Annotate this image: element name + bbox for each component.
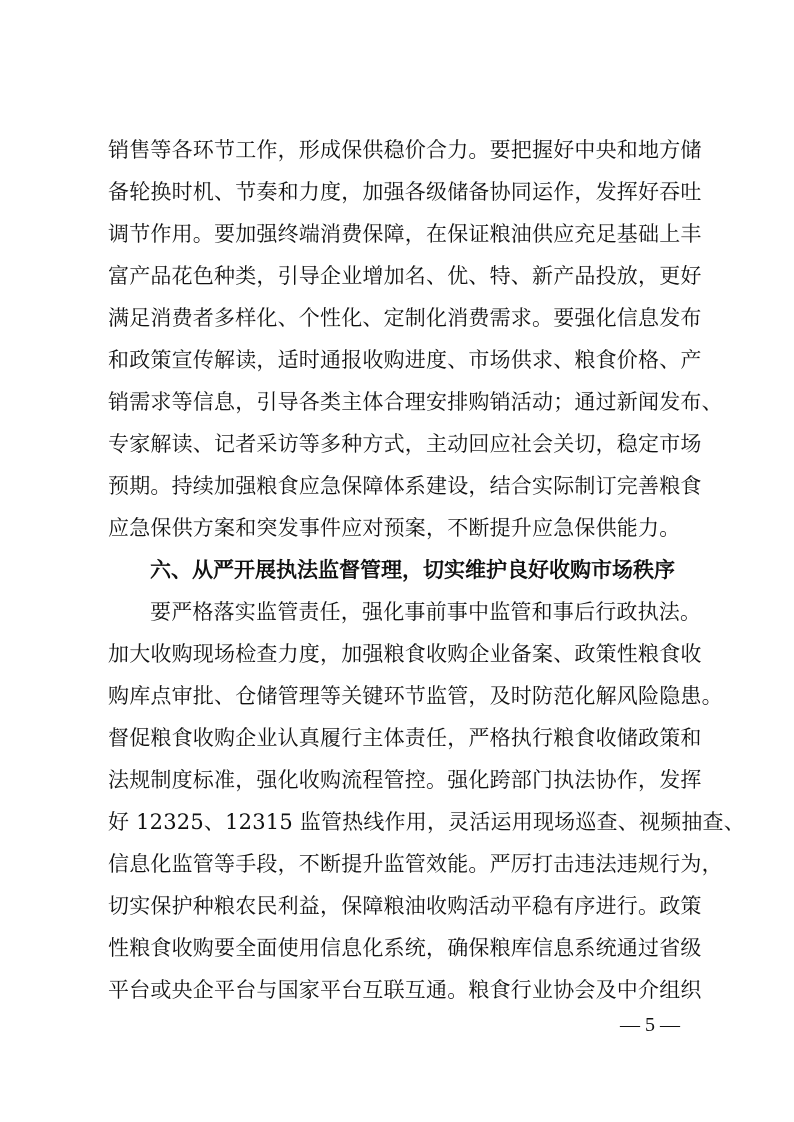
page-number: — 5 — — [620, 1014, 680, 1036]
body-text-line: 和政策宣传解读，适时通报收购进度、市场供求、粮食价格、产 — [108, 348, 702, 372]
body-text-line: 加大收购现场检查力度，加强粮食收购企业备案、政策性粮食收 — [108, 642, 702, 666]
body-text-line: 购库点审批、仓储管理等关键环节监管，及时防范化解风险隐患。 — [108, 684, 723, 708]
body-text-line: 督促粮食收购企业认真履行主体责任，严格执行粮食收储政策和 — [108, 726, 702, 750]
body-text-line: 专家解读、记者采访等多种方式，主动回应社会关切，稳定市场 — [108, 432, 702, 456]
body-text-line: 信息化监管等手段，不断提升监管效能。严厉打击违法违规行为， — [108, 852, 723, 876]
body-text-line: 平台或央企平台与国家平台互联互通。粮食行业协会及中介组织 — [108, 978, 702, 1002]
body-text-line: 备轮换时机、节奏和力度，加强各级储备协同运作，发挥好吞吐 — [108, 180, 702, 204]
body-text-line: 性粮食收购要全面使用信息化系统，确保粮库信息系统通过省级 — [108, 936, 702, 960]
body-text-line: 销售等各环节工作，形成保供稳价合力。要把握好中央和地方储 — [108, 138, 702, 162]
body-text-line: 法规制度标准，强化收购流程管控。强化跨部门执法协作，发挥 — [108, 768, 702, 792]
body-text-line: 好 12325、12315 监管热线作用，灵活运用现场巡查、视频抽查、 — [108, 810, 745, 834]
section-heading: 六、从严开展执法监督管理，切实维护良好收购市场秩序 — [150, 557, 675, 582]
body-text-line: 富产品花色种类，引导企业增加名、优、特、新产品投放，更好 — [108, 264, 702, 288]
body-text-line: 切实保护种粮农民利益，保障粮油收购活动平稳有序进行。政策 — [108, 894, 702, 918]
body-text-line: 应急保供方案和突发事件应对预案，不断提升应急保供能力。 — [108, 516, 681, 540]
body-text-line: 销需求等信息，引导各类主体合理安排购销活动；通过新闻发布、 — [108, 390, 723, 414]
body-text-line: 调节作用。要加强终端消费保障，在保证粮油供应充足基础上丰 — [108, 222, 702, 246]
paragraph-first-line: 要严格落实监管责任，强化事前事中监管和事后行政执法。 — [150, 600, 702, 624]
body-text-line: 预期。持续加强粮食应急保障体系建设，结合实际制订完善粮食 — [108, 474, 702, 498]
body-text-line: 满足消费者多样化、个性化、定制化消费需求。要强化信息发布 — [108, 306, 702, 330]
